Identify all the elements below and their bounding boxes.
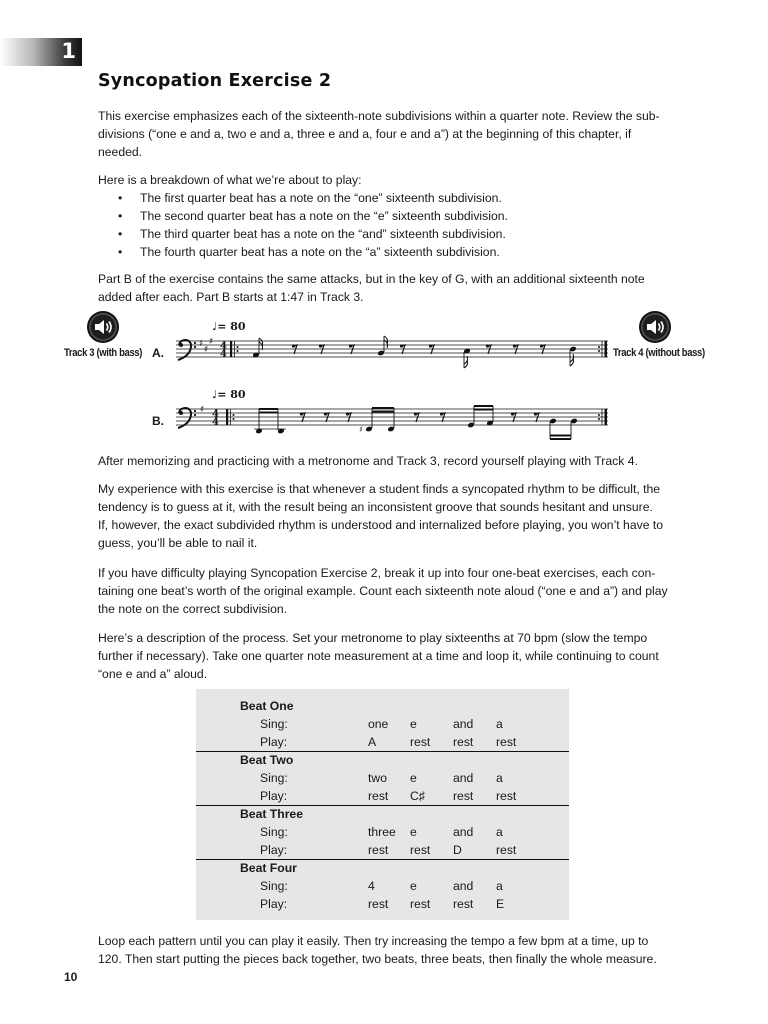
audio-track-3-icon[interactable] (86, 310, 120, 344)
table-divider (196, 751, 569, 752)
sing-cell: e (410, 771, 417, 785)
svg-text:4: 4 (220, 349, 227, 360)
staff-a-tempo: ♩= 80 (212, 320, 246, 333)
svg-text:♯: ♯ (359, 425, 363, 434)
note-beat-4-icon (569, 346, 577, 366)
table-divider (196, 859, 569, 860)
process-paragraph (98, 629, 678, 683)
staff-a-label: A. (152, 346, 164, 360)
text-line: My experience with this exercise is that whenever a student finds a syncopated rhythm to be difficult, the (98, 482, 661, 496)
sing-cell: 4 (368, 879, 375, 893)
play-cell: rest (496, 735, 517, 749)
closing-paragraph (98, 932, 678, 968)
text-line: After memorizing and practicing with a metronome and Track 3, record yourself playing with Track 4. (98, 454, 638, 468)
breakdown-intro (98, 171, 678, 189)
text-line: Here is a breakdown of what we’re about to play: (98, 173, 362, 187)
play-label: Play: (260, 897, 288, 911)
play-cell: rest (453, 897, 474, 911)
beat-heading: Beat Three (240, 807, 303, 821)
key-signature-icon (199, 337, 213, 355)
sing-label: Sing: (260, 879, 288, 893)
after-notation-paragraph (98, 452, 678, 470)
play-cell: C♯ (410, 789, 425, 803)
play-cell: E (496, 897, 505, 911)
text-line: “one e and a” aloud. (98, 667, 208, 681)
chapter-tab (0, 38, 82, 66)
sing-cell: e (410, 879, 417, 893)
sing-cell: and (453, 771, 474, 785)
section-title: Syncopation Exercise 2 (98, 71, 332, 91)
track-3-label: Track 3 (with bass) (64, 347, 143, 359)
svg-text:4: 4 (212, 417, 219, 428)
play-cell: rest (368, 897, 389, 911)
sing-label: Sing: (260, 771, 288, 785)
svg-text:♯: ♯ (200, 405, 205, 415)
play-cell: rest (410, 897, 431, 911)
play-cell: rest (453, 735, 474, 749)
quarter-note-icon: ♩ (212, 320, 218, 333)
text-line: tendency is to guess at it, with the result being an inconsistent groove that sounds hesitant and unsure. (98, 500, 653, 514)
text-line: Here’s a description of the process. Set your metronome to play sixteenths at 70 bpm (slow the tempo (98, 631, 648, 645)
text-line: Loop each pattern until you can play it easily. Then try increasing the tempo a few bpm at a time, up to (98, 934, 649, 948)
quarter-note-icon: ♩ (212, 388, 218, 401)
breakdown-list (118, 189, 508, 261)
play-label: Play: (260, 789, 288, 803)
staff-a (176, 334, 611, 384)
text-line: guess, you’ll be able to nail it. (98, 536, 258, 550)
time-signature-icon (212, 409, 219, 428)
svg-text:♯: ♯ (199, 339, 204, 349)
part-b-paragraph (98, 270, 678, 306)
track-4-label: Track 4 (without bass) (613, 347, 705, 359)
play-cell: rest (496, 843, 517, 857)
text-line: divisions (“one e and a, two e and a, three e and a, four e and a”) at the beginning of this chapter, if (98, 127, 632, 141)
play-cell: D (453, 843, 462, 857)
difficulty-paragraph (98, 564, 678, 618)
text-line: This exercise emphasizes each of the sixteenth-note subdivisions within a quarter note. Review the sub- (98, 109, 660, 123)
sing-cell: and (453, 717, 474, 731)
list-item: • The fourth quarter beat has a note on the “a” sixteenth subdivision. (118, 243, 508, 261)
experience-paragraph (98, 480, 678, 552)
sing-cell: a (496, 825, 503, 839)
play-cell: rest (368, 789, 389, 803)
staff-b-tempo: ♩= 80 (212, 388, 246, 401)
play-cell: rest (410, 843, 431, 857)
sing-cell: two (368, 771, 387, 785)
sing-cell: e (410, 717, 417, 731)
play-label: Play: (260, 843, 288, 857)
time-signature-icon (220, 341, 227, 360)
sing-cell: e (410, 825, 417, 839)
play-label: Play: (260, 735, 288, 749)
svg-text:♯: ♯ (204, 345, 209, 355)
text-line: needed. (98, 145, 143, 159)
text-line: 120. Then start putting the pieces back together, two beats, three beats, then finally the whole measure. (98, 952, 657, 966)
text-line: taining one beat’s worth of the original example. Count each sixteenth note aloud (“one e and a”) and play (98, 584, 668, 598)
staff-b-label: B. (152, 414, 164, 428)
text-line: If, however, the exact subdivided rhythm is understood and internalized before playing, you won’t have to (98, 518, 664, 532)
sing-cell: and (453, 825, 474, 839)
play-cell: A (368, 735, 377, 749)
play-cell: rest (453, 789, 474, 803)
page-number: 10 (64, 970, 78, 984)
svg-text:♯: ♯ (209, 337, 214, 347)
text-line: Part B of the exercise contains the same attacks, but in the key of G, with an additional sixteenth note (98, 272, 645, 286)
sing-cell: three (368, 825, 396, 839)
beat-heading: Beat Four (240, 861, 297, 875)
sing-cell: one (368, 717, 389, 731)
audio-track-4-icon[interactable] (638, 310, 672, 344)
text-line: added after each. Part B starts at 1:47 in Track 3. (98, 290, 364, 304)
table-divider (196, 805, 569, 806)
play-cell: rest (368, 843, 389, 857)
beat-heading: Beat One (240, 699, 294, 713)
play-cell: rest (410, 735, 431, 749)
play-cell: rest (496, 789, 517, 803)
sing-cell: a (496, 879, 503, 893)
list-item: • The first quarter beat has a note on the “one” sixteenth subdivision. (118, 189, 508, 207)
text-line: the note on the correct subdivision. (98, 602, 288, 616)
text-line: If you have difficulty playing Syncopation Exercise 2, break it up into four one-beat exercises, each con- (98, 566, 656, 580)
svg-text:4: 4 (220, 341, 227, 352)
list-item: • The third quarter beat has a note on the “and” sixteenth subdivision. (118, 225, 508, 243)
sing-label: Sing: (260, 825, 288, 839)
note-beat-3-icon (463, 348, 471, 368)
text-line: further if necessary). Take one quarter note measurement at a time and loop it, while continuing to count (98, 649, 659, 663)
beat-heading: Beat Two (240, 753, 294, 767)
sing-cell: and (453, 879, 474, 893)
chapter-number: 1 (61, 39, 76, 63)
key-signature-icon (200, 405, 204, 415)
sing-label: Sing: (260, 717, 288, 731)
sing-cell: a (496, 717, 503, 731)
list-item: • The second quarter beat has a note on the “e” sixteenth subdivision. (118, 207, 508, 225)
sing-cell: a (496, 771, 503, 785)
svg-text:4: 4 (212, 409, 219, 420)
staff-b (176, 402, 611, 452)
beats-table (196, 689, 569, 920)
intro-paragraph (98, 107, 678, 161)
